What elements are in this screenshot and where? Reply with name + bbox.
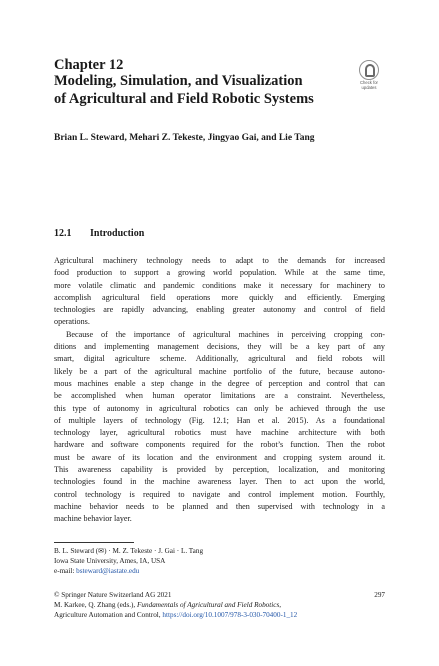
body-text-line: smart, digital agriculture scheme. Additionally, agricultural and field robots will bbox=[54, 354, 385, 364]
footnote-email-row bbox=[54, 566, 203, 576]
email-link[interactable]: bsteward@iastate.edu bbox=[76, 567, 140, 575]
body-text-line: operations. bbox=[54, 317, 90, 327]
book-title: Fundamentals of Agricultural and Field Robotics bbox=[137, 601, 280, 609]
series-name: Agriculture Automation and Control, bbox=[54, 611, 161, 619]
body-text-line: more volatile climatic and pandemic conditions make it necessary for machinery to bbox=[54, 280, 385, 290]
section-heading bbox=[54, 228, 144, 239]
body-text-line: likely be a part of the agricultural machine portfolio of the future, because autono- bbox=[54, 366, 385, 376]
body-text-line: technologies are rapidly advancing, enabling greater autonomy and control of field bbox=[54, 305, 385, 315]
chapter-title-line: of Agricultural and Field Robotic Systems bbox=[54, 90, 314, 107]
body-text-line: of multiple layers of technology (Fig. 12.1; Han et al. 2015). As a foundational bbox=[54, 415, 385, 425]
email-label: e-mail: bbox=[54, 567, 75, 575]
series-line bbox=[54, 610, 385, 620]
body-text-line: accomplish agricultural field operations more quickly and efficiently. Emerging bbox=[54, 292, 385, 302]
badge-text-line: updates bbox=[361, 84, 377, 90]
footnote-names: B. L. Steward (✉) · M. Z. Tekeste · J. Gai · L. Tang bbox=[54, 547, 204, 555]
body-text-line: machine behavior layer. bbox=[54, 514, 132, 524]
body-text-line: technology layer, agricultural robotics must have machine architecture with both bbox=[54, 428, 385, 438]
body-text-line: This awareness capability is provided by perception, localization, and monitoring bbox=[54, 465, 385, 475]
author-list: Brian L. Steward, Mehari Z. Tekeste, Jingyao Gai, and Lie Tang bbox=[54, 133, 315, 143]
section-number: 12.1 bbox=[54, 228, 72, 239]
footnote-divider bbox=[54, 542, 134, 543]
copyright-line: © Springer Nature Switzerland AG 2021 bbox=[54, 591, 172, 599]
check-for-updates-badge[interactable] bbox=[356, 60, 382, 90]
body-text-line: technologies found in the machine awareness layer. Then to act upon the world, bbox=[54, 477, 385, 487]
body-text-line: must be aware of its location and the environment and cropping system around it. bbox=[54, 452, 385, 462]
chapter-label: Chapter 12 bbox=[54, 57, 124, 73]
section-title: Introduction bbox=[90, 228, 145, 239]
doi-link[interactable]: https://doi.org/10.1007/978-3-030-70400-1_12 bbox=[162, 611, 298, 619]
badge-text bbox=[356, 81, 382, 90]
body-text bbox=[54, 255, 385, 526]
chapter-title bbox=[54, 73, 354, 108]
body-text-line: be accomplished when human operator limitations are a constraint. Nevertheless, bbox=[54, 391, 385, 401]
body-text-line: hardware and software components required for the robot’s function. Then the robot bbox=[54, 440, 385, 450]
body-text-line: this type of autonomy in agricultural robotics can only be achieved through the use bbox=[54, 403, 385, 413]
page-number: 297 bbox=[374, 591, 385, 599]
badge-text-line: Check for bbox=[360, 80, 378, 85]
body-text-line: Because of the importance of agricultural machines in perceiving cropping con- bbox=[66, 329, 385, 339]
page bbox=[54, 0, 385, 666]
body-text-line: machine behavior needs to be planned and then supervised with technology in a bbox=[54, 501, 385, 511]
author-footnote bbox=[54, 546, 203, 576]
body-text-line: food production to support a growing world population. While at the same time, bbox=[54, 268, 385, 278]
bookmark-icon bbox=[359, 60, 379, 80]
body-text-line: Agricultural machinery technology needs to adapt to the demands for increased bbox=[54, 256, 385, 265]
editors-prefix: M. Karkee, Q. Zhang (eds.), bbox=[54, 601, 136, 609]
body-text-line: mous machines enable a step change in the degree of perception and control that can bbox=[54, 378, 385, 388]
chapter-title-line: Modeling, Simulation, and Visualization bbox=[54, 73, 303, 89]
body-text-line: ditions and implementing management decisions, they will be a key part of any bbox=[54, 342, 385, 352]
footnote-affiliation: Iowa State University, Ames, IA, USA bbox=[54, 557, 166, 565]
body-text-line: control technology is required to navigate and control implement motion. Fourthly, bbox=[54, 489, 385, 499]
editors-line: M. Karkee, Q. Zhang (eds.), Fundamentals of Agricultural and Field Robotics, bbox=[54, 601, 282, 609]
page-footer bbox=[54, 590, 385, 620]
